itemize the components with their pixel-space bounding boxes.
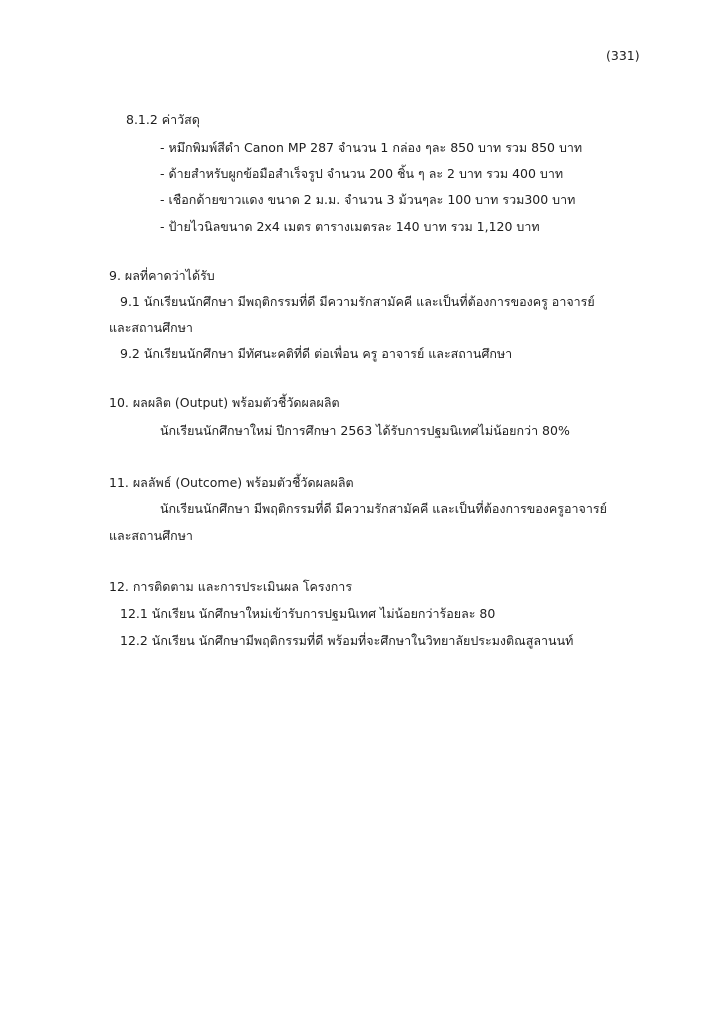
section-9-heading: 9. ผลที่คาดว่าได้รับ	[109, 268, 215, 283]
materials-item: - ป้ายไวนิลขนาด 2x4 เมตร ตารางเมตรละ 140 บาท รวม 1,120 บาท	[160, 219, 540, 234]
section-11-body-continued: และสถานศึกษา	[109, 528, 193, 543]
page-number: (331)	[606, 48, 640, 63]
section-12-heading: 12. การติดตาม และการประเมินผล โครงการ	[109, 579, 353, 594]
section-9-item-2: 9.2 นักเรียนนักศึกษา มีทัศนะคติที่ดี ต่อเพื่อน ครู อาจารย์ และสถานศึกษา	[120, 346, 513, 361]
materials-item: - ด้ายสำหรับผูกข้อมือสำเร็จรูป จำนวน 200 ชิ้น ๆ ละ 2 บาท รวม 400 บาท	[160, 166, 564, 181]
section-12-item-2: 12.2 นักเรียน นักศึกษามีพฤติกรรมที่ดี พร้อมที่จะศึกษาในวิทยาลัยประมงติณสูลานนท์	[120, 633, 574, 648]
section-8-1-2-heading: 8.1.2 ค่าวัสดุ	[126, 112, 200, 127]
section-9-item-1-continued: และสถานศึกษา	[109, 320, 193, 335]
section-12-item-1: 12.1 นักเรียน นักศึกษาใหม่เข้ารับการปฐมนิเทศ ไม่น้อยกว่าร้อยละ 80	[120, 606, 496, 621]
section-11-body: นักเรียนนักศึกษา มีพฤติกรรมที่ดี มีความรักสามัคคี และเป็นที่ต้องการของครูอาจารย์	[160, 501, 607, 516]
section-10-body: นักเรียนนักศึกษาใหม่ ปีการศึกษา 2563 ได้รับการปฐมนิเทศไม่น้อยกว่า 80%	[160, 423, 570, 438]
materials-item: - หมึกพิมพ์สีดำ Canon MP 287 จำนวน 1 กล่อง ๆละ 850 บาท รวม 850 บาท	[160, 140, 583, 155]
materials-item: - เชือกด้ายขาวแดง ขนาด 2 ม.ม. จำนวน 3 ม้วนๆละ 100 บาท รวม300 บาท	[160, 192, 576, 207]
section-11-heading: 11. ผลลัพธ์ (Outcome) พร้อมตัวชี้วัดผลผลิต	[109, 475, 354, 490]
section-9-item-1: 9.1 นักเรียนนักศึกษา มีพฤติกรรมที่ดี มีความรักสามัคคี และเป็นที่ต้องการของครู อาจารย์	[120, 294, 595, 309]
section-10-heading: 10. ผลผลิต (Output) พร้อมตัวชี้วัดผลผลิต	[109, 395, 340, 410]
